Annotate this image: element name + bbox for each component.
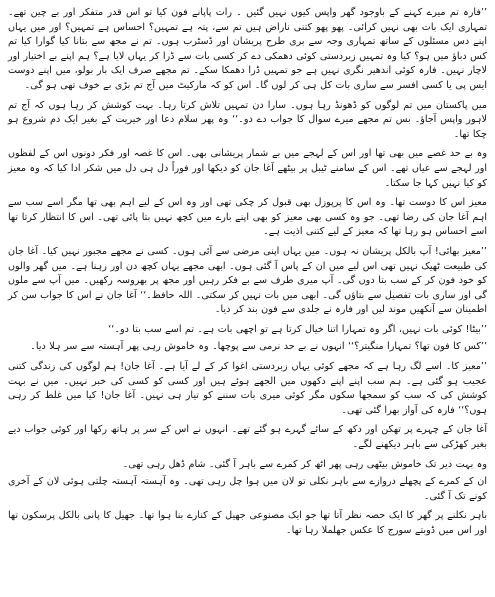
paragraph: ’’معیز بھائی! آپ بالکل پریشان نہ ہوں۔ میں یہاں اپنی مرضی سے آئی ہوں۔ کسی نے مجھے مجبور نہیں کیا۔ آغا جان کی طبیعت ٹھیک نہیں تھی اس لیے میں ان کے پاس آ گئی ہوں۔ ابھی مجھے یہاں کچھ دن اور رہنا ہے۔ میں گھر والوں کو خود فون کر کے سب بتا دوں گی۔ آپ میری طرف سے بے فکر رہیں اور مجھ پر بھروسہ رکھیں۔ میں آپ سے ملوں گی اور ساری بات تفصیل سے بتاؤں گی۔ ابھی میں بات نہیں کر سکتی۔ اللہ حافظ۔‘‘ آغا جان نے اس کا جواب سن کر اطمینان سے آنکھیں موند لیں اور فارہ نے جلدی سے فون بند کر دیا۔ [8, 245, 487, 316]
paragraph: ان کے کمرے کے پچھلے دروازے سے باہر نکلی تو لان میں ہوا چل رہی تھی۔ وہ آہستہ آہستہ چلتی ہوئی لان کے آخری کونے تک آ گئی۔ [8, 476, 487, 502]
paragraph: ’’فارہ تم میرے کہنے کے باوجود گھر واپس کیوں نہیں گئیں ۔ رات پاپانے فون کیا تو اس قدر متفکر اور بے چین تھے۔ تمہاری ایک بات بھی نہیں کرائی۔ پھو پھو کتنی ناراض ہیں تم سے، پتہ ہے تمہیں؟ احساس ہے تمہیں؟ اور میں یہاں اپنے دس مسئلوں کے ساتھ تمہاری وجہ سے بری طرح پریشان اور ڈسٹرب ہوں۔ تم نے مجھ سے بتانا کیا گوارا کیا تم کس دباؤ میں ہو؟ کیا وہ تمہیں زبردستی کوئی دھمکی دے کر کسی بات سے ڈرا کر یہاں لایا ہے؟ ہم اپنے بے اختیار اور لاچار نہیں۔ فارہ کوئی اندھیر نگری نہیں ہے جو تمہیں ڈرا دھمکا سکے۔ تم مجھے صرف ایک بار بولو، میں اپنے دوست ایس پی یا کسی افسر سے ساری بات کل ہی کر لوں گا۔ اس کو کہ مارکیٹ میں آج تم بڑی بے خوف تھی ہو گی۔ [8, 7, 487, 91]
paragraph: معیز اس کا دوست تھا۔ وہ اس کا پرپوزل بھی قبول کر چکی تھی اور وہ اس کے لیے اہم بھی تھا مگر اسے سب سے اہم آغا جان کی رضا تھی۔ جو وہ کسی بھی معیز کو بھی اپنے بارے میں کچھ نہیں بتا پائی تھی۔ اس کا انتظار کرتا تھا اسے احساس ہو رہا تھا کہ معیز کے لیے کتنی اذیت ہے۔ [8, 197, 487, 238]
paragraph: وہ بے حد غصے میں بھی تھا اور اس کے لہجے میں بے شمار پریشانی بھی۔ اس کا غصہ اور فکر دونوں اس کے لفظوں اور لہجے سے عیاں تھے۔ اس کے سامنے ٹیبل پر بیٹھے آغا جان کو دیکھا اور فوراً دل ہی دل میں شکر ادا کیا کہ وہ معیز کو کیا نہیں کہا جا سکتا۔ [8, 148, 487, 189]
paragraph: وہ بہت دیر تک خاموش بیٹھی رہی پھر اٹھ کر کمرے سے باہر آ گئی۔ شام ڈھل رہی تھی۔ [122, 458, 487, 470]
paragraph: میں پاکستان میں تم لوگوں کو ڈھونڈ رہا ہوں۔ سارا دن تمہیں تلاش کرتا رہا۔ بہت کوشش کر رہا ہوں کہ آج تم لاہور واپس آجاؤ۔ بس تم مجھے میرے سوال کا جواب دے دو۔‘‘ وہ پھر سلام دعا اور خیریت کے بغیر ایک دم شروع ہو چکا تھا۔ [8, 99, 487, 140]
paragraph: باہر نکلنے پر گھر کا ایک حصہ نظر آتا تھا جو ایک مصنوعی جھیل کے کنارے بنا ہوا تھا۔ جھیل کا پانی بالکل پرسکون تھا اور اس میں ڈوبتے سورج کا عکس جھلملا رہا تھا۔ [8, 510, 487, 536]
paragraph: ’’کس کا فون تھا؟ تمہارا منگیتر؟‘‘ انہوں نے بے حد نرمی سے پوچھا۔ وہ خاموش رہی پھر آہستہ سے سر ہلا دیا۔ [30, 341, 487, 353]
paragraph: ’’معیز کا۔ اسے لگ رہا ہے کہ مجھے کوئی یہاں زبردستی اغوا کر کے لے آیا ہے۔ آغا جان! ہم لوگوں کی زندگی کتنی عجیب ہو گئی ہے۔ ہم سب اپنے اپنے دکھوں میں الجھے ہوئے ہیں اور کسی کو کسی کی خبر نہیں۔ میں نے بہت کوشش کی کہ سب کو سمجھا سکوں مگر کوئی میری بات سننے کو تیار ہی نہیں۔ آغا جان! کیا میں غلط کر رہی ہوں؟‘‘ فارہ کی آواز بھرا گئی تھی۔ [8, 361, 487, 416]
paragraph: آغا جان کے چہرے پر تھکن اور دکھ کے سائے گہرے ہو گئے تھے۔ انہوں نے اس کے سر پر ہاتھ رکھا اور کوئی جواب دیے بغیر کھڑکی سے باہر دیکھنے لگے۔ [8, 424, 487, 451]
paragraph: ’’بیٹا! کوئی بات نہیں، اگر وہ تمہارا اتنا خیال کرتا ہے تو اچھی بات ہے۔ تم اسے سب بتا دو۔‘‘ [108, 323, 487, 335]
